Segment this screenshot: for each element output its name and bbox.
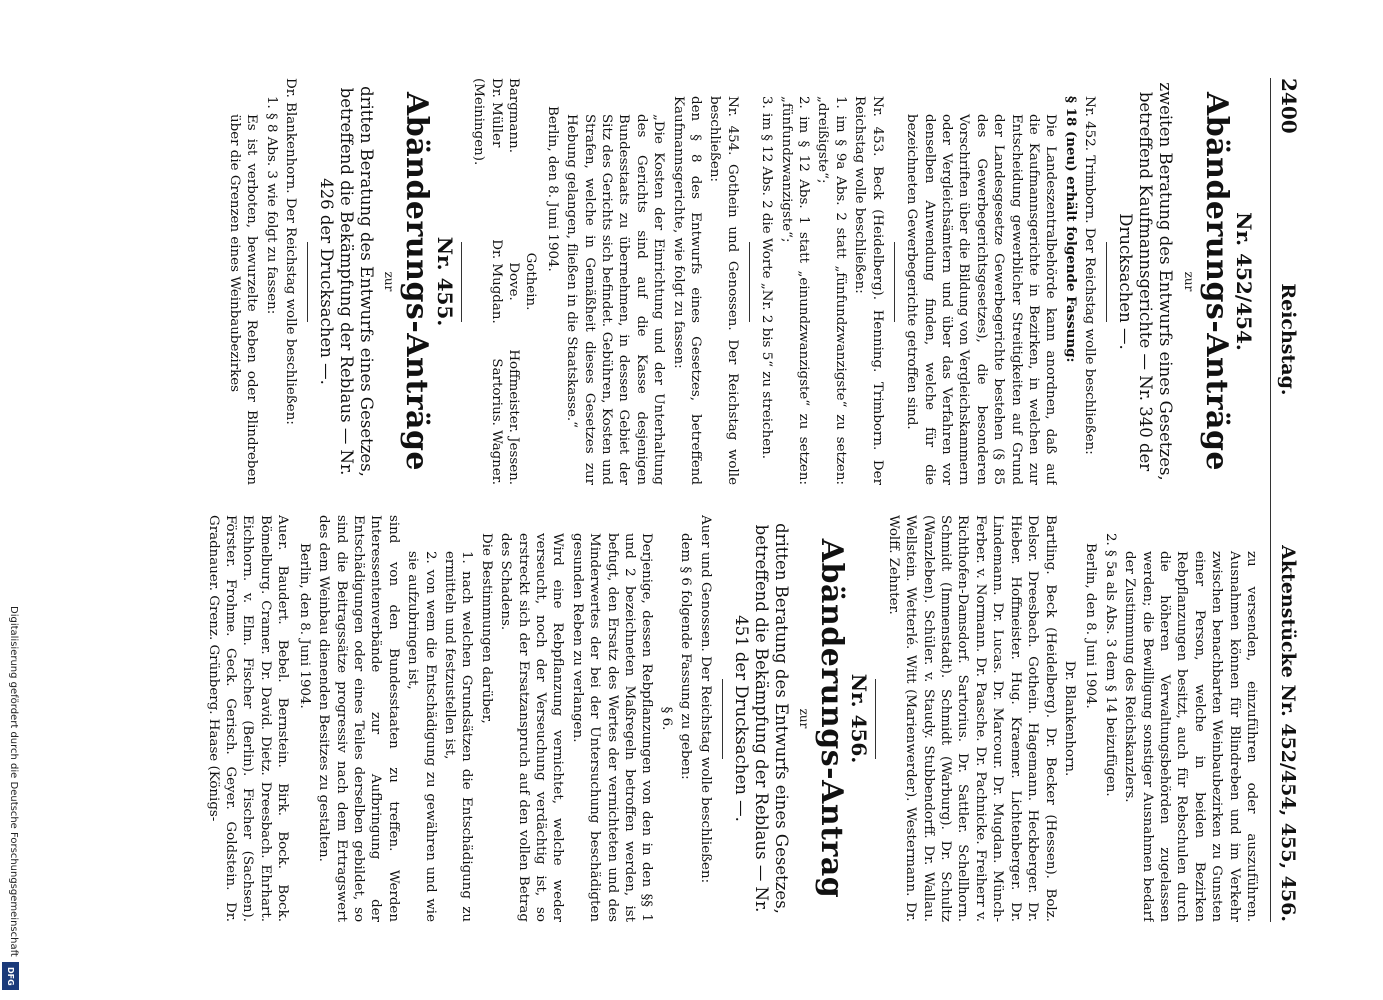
section-subtitle: dritten Beratung des Entwurfs eines Gesetzes, betreffend die Bekämpfung der Reblaus — Nr. 426 der Drucksachen —.: [316, 86, 376, 477]
motion-455-item: 1. § 8 Abs. 3 wie folgt zu fassen:: [263, 96, 279, 315]
signer: [522, 78, 539, 214]
motion-456-text: Wird eine Rebpflanzung vernichtet, welche weder verseucht, noch der Verseuchung verdächtig ist, so erstreckt sich der Ersatzanspruch auf den vollen Betrag des Schadens.: [498, 533, 566, 922]
divider: [1106, 242, 1107, 322]
signer-head: Dr. Blankenhorn.: [1061, 660, 1077, 777]
signers-list: Auer. Baudert. Bebel. Bernstein. Birk. Bock. Bock. Bömelburg. Cramer. Dr. David. Dietz. Dreesbach. Ehrhart. Eichhorn. v. Elm. Fischer (Berlin). Fischer (Sachsen). Förster. Frohme. Geck. Gerisch. Geyer. Goldstein. Dr. Gradnauer. Grenz. Grünberg. Haase (Königs-: [205, 515, 291, 922]
motion-456-intro: Auer und Genossen. Der Reichstag wolle beschließen:: [697, 515, 713, 884]
motion-455-intro: Dr. Blankenhorn. Der Reichstag wolle beschließen:: [282, 78, 298, 425]
signers-block: [470, 78, 540, 485]
date-line: Berlin, den 8. Juni 1904.: [1083, 543, 1099, 709]
signer: Dr. Müller (Meiningen).: [471, 78, 504, 166]
left-column: [202, 78, 1260, 485]
section-number: Nr. 452/454.: [1232, 212, 1256, 351]
motion-455-text: Es ist verboten, bewurzelte Reben oder Blindreben über die Grenzen eines Weinbaubezirkes: [226, 114, 260, 485]
right-column: [202, 515, 1260, 922]
motion-456-text: sind von den Bundesstaaten zu treffen. Werden Interessentenverbände zur Aufbringung der Entschädigungen oder eines Teiles derselben gebildet, so sind die Beitragssätze progressiv nach dem Ertragswert des dem Weinbau dienenden Besitzes zu gestalten.: [316, 515, 401, 922]
section-number: Nr. 455.: [432, 236, 457, 327]
motion-456-text: Derjenige, dessen Rebpflanzungen von den in den §§ 1 und 2 bezeichneten Maßregeln betroffen werden, ist befugt, den Ersatz des Wertes der vernichteten und des Minderwertes der bei der Untersuchung beschädigten gesunden Reben zu verlangen.: [569, 533, 655, 922]
motion-453-item: 2. im § 12 Abs. 1 statt „einundzwanzigste“ zu setzen: „fünfundzwanzigste“;: [778, 96, 812, 485]
section-zur: zur: [382, 271, 397, 292]
paragraph-mark: § 6.: [658, 706, 674, 731]
divider: [307, 242, 308, 322]
motion-453-item: 3. im § 12 Abs. 2 die Worte „Nr. 2 bis 5“ zu streichen.: [759, 96, 775, 460]
divider: [722, 679, 723, 759]
section-zur: zur: [1181, 271, 1196, 292]
motion-456-item: 1. nach welchen Grundsätzen die Entschädigung zu ermitteln und festzustellen ist,: [441, 551, 475, 922]
section-subtitle: dritten Beratung des Entwurfs eines Gesetzes, betreffend die Bekämpfung der Reblaus — Nr. 451 der Drucksachen —.: [731, 523, 791, 914]
section-subtitle: zweiten Beratung des Entwurfs eines Gesetzes, betreffend Kaufmannsgerichte — Nr. 340 der Drucksachen —.: [1116, 82, 1176, 481]
page-number: 2400: [1277, 78, 1301, 134]
motion-453-item: 1. im § 9a Abs. 2 statt „fünfundzwanzigste“ zu setzen: „dreißigste“;: [815, 96, 848, 485]
motion-455-item: 2. § 5a als Abs. 3 dem § 14 beizufügen.: [1102, 533, 1118, 797]
signers-list: Bartling. Beck (Heidelberg). Dr. Becker (Hessen). Bolz. Delsor. Dreesbach. Gothein. Hagemann. Heckberger. Dr. Hieber. Hoffmeister. Hug. Kraemer. Lichtenberger. Dr. Lindemann. Dr. Lucas. Dr. Marcour. Dr. Mugdan. Münch-Ferber. v. Normann. Dr. Paasche. Dr. Pachnicke. Freiherr v. Richthofen-Damsdorf. Sartorius. Dr. Sattler. Schellhorn. Schmidt (Immenstadt). Schmidt (Warburg). Dr. Schultz (Wanzleben). Schüler. v. Staudy. Stubbendorff. Dr. Wallau. Wellstein. Wetterlé. Witt (Marienwerder). Westermann. Dr. Wolff. Zehnter.: [885, 515, 1058, 922]
motion-456-clause: dem § 6 folgende Fassung zu geben:: [678, 533, 694, 780]
divider: [875, 679, 876, 759]
motion-454-clause: den § 8 des Entwurfs eines Gesetzes, betreffend Kaufmannsgerichte, wie folgt zu fassen:: [670, 96, 704, 485]
signer: Dove.: [506, 262, 521, 301]
motion-454-intro: Nr. 454. Gothein und Genossen. Der Reichstag wolle beschließen:: [707, 96, 740, 485]
motion-454-text: „Die Kosten der Einrichtung und der Unterhaltung des Gerichts sind auf die Kasse desjenigen Bundesstaats zu übernehmen, in dessen Gebiet der Sitz des Gerichts sich befindet. Gebühren, Kosten und Strafen, welche in Gemäßheit dieses Gesetzes zur Hebung gelangen, fließen in die Staatskasse.“: [564, 114, 667, 485]
motion-455-continued: zu versenden, einzuführen oder auszuführen. Ausnahmen können für Blindreben und im Verkehr zwischen benachbarten Weinbaubezirken zu Gunsten einer Person, welche in beiden Bezirken Rebpflanzungen besitzt, auch für Rebschulen durch die höheren Verwaltungsbehörden zugelassen werden; die Bewilligung sonstiger Ausnahmen bedarf der Zustimmung des Reichskanzlers.: [1122, 551, 1259, 922]
motion-456-item: 2. von wem die Entschädigung zu gewähren und wie sie aufzubringen ist,: [405, 551, 438, 922]
motion-452-text: Die Landeszentralbehörde kann anordnen, daß auf die Kaufmannsgerichte in Bezirken, in welchen zur Entscheidung gewerblicher Streitigkeiten auf Grund der Landesgesetze Gewerbegerichte bestehen (§ 85 des Gewerbegerichtsgesetzes), die besonderen Vorschriften über die Bildung von Vergleichskammern oder Vergleichsämtern und über das Verfahren vor denselben Anwendung finden, welche für die bezeichneten Gewerbegerichte getroffen sind.: [904, 114, 1059, 485]
divider: [894, 242, 895, 322]
document-page: [95, 0, 1335, 1000]
date-line: Berlin, den 8. Juni 1904.: [296, 543, 312, 709]
signer: Dr. Mugdan.: [488, 239, 504, 324]
signer: Sartorius. Wagner.: [488, 358, 504, 485]
signer: [522, 349, 539, 485]
page-header: [1270, 78, 1317, 922]
motion-452-intro: Nr. 452. Trimborn. Der Reichstag wolle beschließen:: [1082, 96, 1098, 455]
signer: Gothein.: [523, 252, 539, 311]
dfg-logo-icon: DFG: [2, 962, 19, 990]
motion-452-clause: § 18 (neu) erhält folgende Fassung:: [1062, 96, 1079, 363]
section-heading: Abänderungs-Antrag: [814, 538, 850, 899]
motion-453-intro: Nr. 453. Beck (Heidelberg). Henning. Trimborn. Der Reichstag wolle beschließen:: [852, 96, 885, 485]
funding-sidebar: [0, 0, 22, 1000]
motion-456-text: Die Bestimmungen darüber,: [478, 533, 494, 724]
section-heading: Abänderungs-Anträge: [1198, 91, 1234, 472]
divider: [749, 242, 750, 322]
signer: Bargmann.: [506, 78, 521, 153]
date-line: Berlin, den 8. Juni 1904.: [544, 106, 560, 272]
header-documents: Aktenstücke Nr. 452/454, 455, 456.: [1277, 545, 1299, 922]
funding-note: Digitalisierung gefördert durch die Deutsche Forschungsgemeinschaft: [8, 606, 19, 957]
divider: [461, 242, 462, 322]
section-zur: zur: [797, 708, 812, 729]
signer: Hoffmeister. Jessen.: [506, 349, 521, 485]
section-number: Nr. 456.: [847, 673, 872, 764]
header-title: Reichstag.: [1277, 283, 1299, 396]
section-heading: Abänderungs-Anträge: [399, 91, 435, 472]
